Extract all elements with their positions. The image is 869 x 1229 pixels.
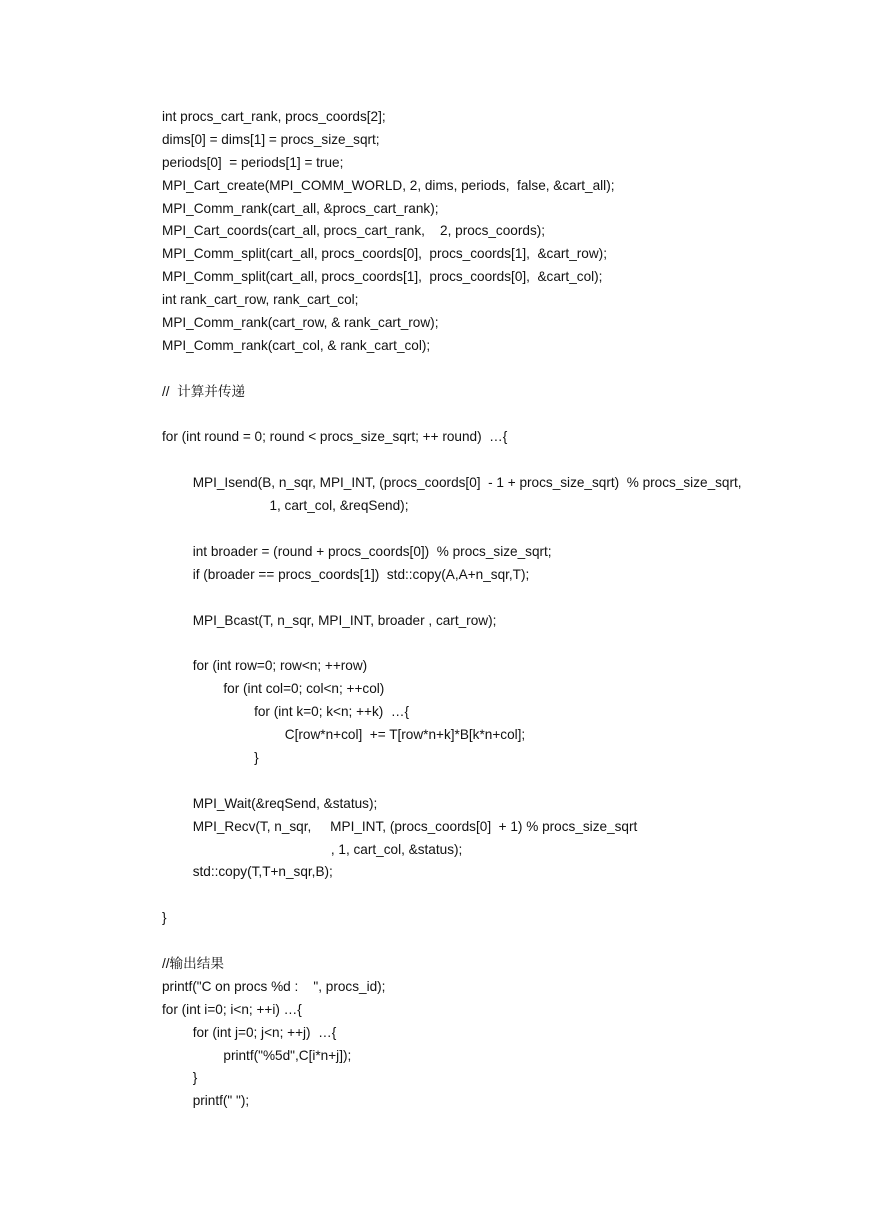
code-line: MPI_Isend(B, n_sqr, MPI_INT, (procs_coords[0] - 1 + procs_size_sqrt) % procs_size_sqrt, — [192, 475, 742, 491]
code-line: } — [162, 910, 167, 926]
blank-line — [162, 632, 842, 655]
code-line: for (int row=0; row<n; ++row) — [192, 658, 368, 674]
blank-line — [162, 884, 842, 907]
blank-line — [162, 930, 842, 953]
blank-line — [162, 518, 842, 541]
code-line: MPI_Comm_split(cart_all, procs_coords[1], procs_coords[0], &cart_col); — [162, 269, 603, 285]
code-line: // 计算并传递 — [162, 383, 246, 399]
blank-line — [162, 404, 842, 427]
code-line: MPI_Comm_rank(cart_row, & rank_cart_row); — [162, 315, 439, 331]
code-line: //输出结果 — [162, 955, 224, 971]
code-line: dims[0] = dims[1] = procs_size_sqrt; — [162, 131, 380, 147]
code-line: MPI_Cart_create(MPI_COMM_WORLD, 2, dims, periods, false, &cart_all); — [162, 177, 615, 193]
blank-line — [162, 358, 842, 381]
code-line: MPI_Recv(T, n_sqr, MPI_INT, (procs_coords[0] + 1) % procs_size_sqrt — [192, 818, 638, 834]
code-line: C[row*n+col] += T[row*n+k]*B[k*n+col]; — [284, 727, 526, 743]
code-line: printf("%5d",C[i*n+j]); — [223, 1047, 352, 1063]
code-line: periods[0] = periods[1] = true; — [162, 154, 344, 170]
code-line: printf("C on procs %d : ", procs_id); — [162, 978, 386, 994]
code-line: for (int round = 0; round < procs_size_sqrt; ++ round) …{ — [162, 429, 508, 445]
code-line: int rank_cart_row, rank_cart_col; — [162, 292, 359, 308]
code-line: } — [192, 1070, 198, 1086]
code-line: std::copy(T,T+n_sqr,B); — [192, 864, 333, 880]
code-line: MPI_Comm_split(cart_all, procs_coords[0], procs_coords[1], &cart_row); — [162, 246, 607, 262]
blank-line — [162, 770, 842, 793]
code-line: 1, cart_col, &reqSend); — [269, 498, 409, 514]
code-line: MPI_Bcast(T, n_sqr, MPI_INT, broader , cart_row); — [192, 612, 497, 628]
code-line: MPI_Cart_coords(cart_all, procs_cart_rank, 2, procs_coords); — [162, 223, 546, 239]
code-line: int broader = (round + procs_coords[0]) % procs_size_sqrt; — [192, 543, 552, 559]
code-line: } — [254, 749, 259, 765]
code-line: for (int k=0; k<n; ++k) …{ — [254, 704, 409, 720]
code-listing — [162, 106, 842, 1113]
code-line: MPI_Comm_rank(cart_all, &procs_cart_rank); — [162, 200, 439, 216]
code-line: int procs_cart_rank, procs_coords[2]; — [162, 109, 386, 124]
code-line: if (broader == procs_coords[1]) std::copy(A,A+n_sqr,T); — [192, 566, 530, 582]
blank-line — [162, 449, 842, 472]
code-line: for (int col=0; col<n; ++col) — [223, 681, 385, 697]
code-line: for (int j=0; j<n; ++j) …{ — [192, 1024, 337, 1040]
code-line: , 1, cart_col, &status); — [330, 841, 463, 857]
code-line: MPI_Comm_rank(cart_col, & rank_cart_col); — [162, 337, 431, 353]
code-line: MPI_Wait(&reqSend, &status); — [192, 795, 378, 811]
code-line: printf(" "); — [192, 1093, 250, 1109]
blank-line — [162, 587, 842, 610]
code-line: for (int i=0; i<n; ++i) …{ — [162, 1001, 302, 1017]
